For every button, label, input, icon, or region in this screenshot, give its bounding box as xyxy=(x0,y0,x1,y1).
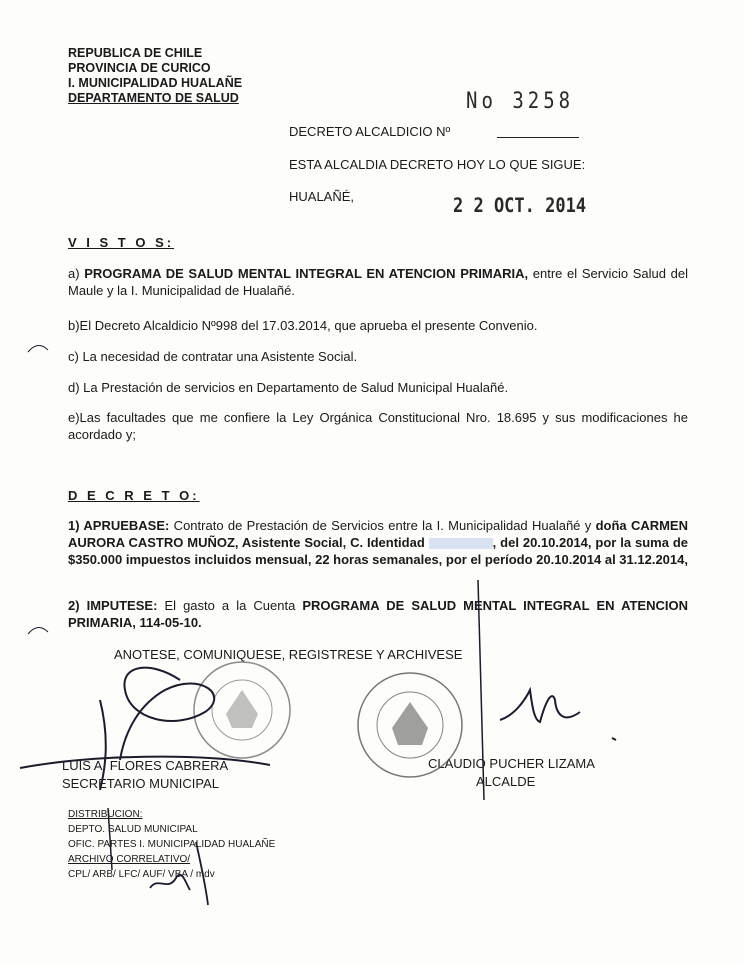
letterhead xyxy=(68,46,242,106)
decree-number-blank xyxy=(497,137,579,138)
vistos-item-a xyxy=(68,265,688,299)
closing-formula: ANOTESE, COMUNIQUESE, REGISTRESE Y ARCHIVESE xyxy=(114,647,463,662)
redacted-id xyxy=(429,538,493,549)
secretary-title: SECRETARIO MUNICIPAL xyxy=(62,776,219,791)
decreto-1-beneficiary: doña CARMEN AURORA CASTRO MUÑOZ, Asistente Social, C. Identidad xyxy=(68,518,688,550)
decreto-1-terms: , del 20.10.2014, por la suma de $350.000 impuestos incluidos mensual, 22 horas semanales, por el período 20.10.2014 al 31.12.2014, xyxy=(68,535,688,567)
decree-intro: ESTA ALCALDIA DECRETO HOY LO QUE SIGUE: xyxy=(289,157,586,172)
decreto-item-2 xyxy=(68,597,688,631)
distribution-title: DISTRIBUCION: xyxy=(68,809,143,820)
vistos-a-program: PROGRAMA DE SALUD MENTAL INTEGRAL EN ATENCION PRIMARIA, xyxy=(84,266,529,281)
vistos-item-e: e)Las facultades que me confiere la Ley Orgánica Constitucional Nro. 18.695 y sus modificaciones he acordado y; xyxy=(68,410,688,442)
letterhead-line-municipality: I. MUNICIPALIDAD HUALAÑE xyxy=(68,76,243,90)
decreto-2-text: El gasto a la Cuenta xyxy=(157,598,303,613)
secretary-name: LUIS A. FLORES CABRERA xyxy=(62,758,229,773)
place-label: HUALAÑÉ, xyxy=(289,189,355,204)
municipal-seal-left xyxy=(194,662,290,758)
mayor-signature xyxy=(500,690,616,740)
mayor-title: ALCALDE xyxy=(476,774,536,789)
distribution-line: OFIC. PARTES I. MUNICIPALIDAD HUALAÑE xyxy=(68,839,276,850)
punch-hole-mark xyxy=(28,345,48,352)
letterhead-line-department: DEPARTAMENTO DE SALUD xyxy=(68,91,239,105)
punch-hole-mark xyxy=(28,627,48,634)
decreto-2-label: 2) IMPUTESE: xyxy=(68,598,158,613)
signature-block-secretary xyxy=(62,757,228,793)
letterhead-line-country: REPUBLICA DE CHILE xyxy=(68,46,203,60)
signature-block-mayor xyxy=(428,755,595,791)
decreto-2-account: PROGRAMA DE SALUD MENTAL INTEGRAL EN ATENCION PRIMARIA, 114-05-10. xyxy=(68,598,688,630)
mayor-name: CLAUDIO PUCHER LIZAMA xyxy=(428,756,595,771)
decree-label: DECRETO ALCALDICIO Nº xyxy=(289,124,451,139)
letterhead-line-province: PROVINCIA DE CURICO xyxy=(68,61,211,75)
date-stamp: 2 2 OCT. 2014 xyxy=(453,194,587,218)
vistos-item-d: d) La Prestación de servicios en Departamento de Salud Municipal Hualañé. xyxy=(68,380,509,395)
vistos-a-rest: entre el Servicio Salud del Maule y la I. Municipalidad de Hualañé. xyxy=(68,266,688,298)
distribution-line: CPL/ ARB/ LFC/ AUF/ VBA / mdv xyxy=(68,869,215,880)
decreto-1-label: 1) APRUEBASE: xyxy=(68,518,170,533)
decree-number-stamp: No 3258 xyxy=(466,88,575,114)
vistos-a-prefix: a) xyxy=(68,266,85,281)
vistos-item-c: c) La necesidad de contratar una Asistente Social. xyxy=(68,349,358,364)
vistos-heading: V I S T O S: xyxy=(68,235,175,250)
distribution-list xyxy=(68,807,275,882)
decreto-1-text: Contrato de Prestación de Servicios entre la I. Municipalidad Hualañé y xyxy=(169,518,596,533)
distribution-line: ARCHIVO CORRELATIVO/ xyxy=(68,854,191,865)
vistos-item-b: b)El Decreto Alcaldicio Nº998 del 17.03.2014, que aprueba el presente Convenio. xyxy=(68,318,538,333)
distribution-line: DEPTO. SALUD MUNICIPAL xyxy=(68,824,198,835)
decreto-item-1 xyxy=(68,517,688,568)
decreto-heading: D E C R E T O: xyxy=(68,488,200,503)
